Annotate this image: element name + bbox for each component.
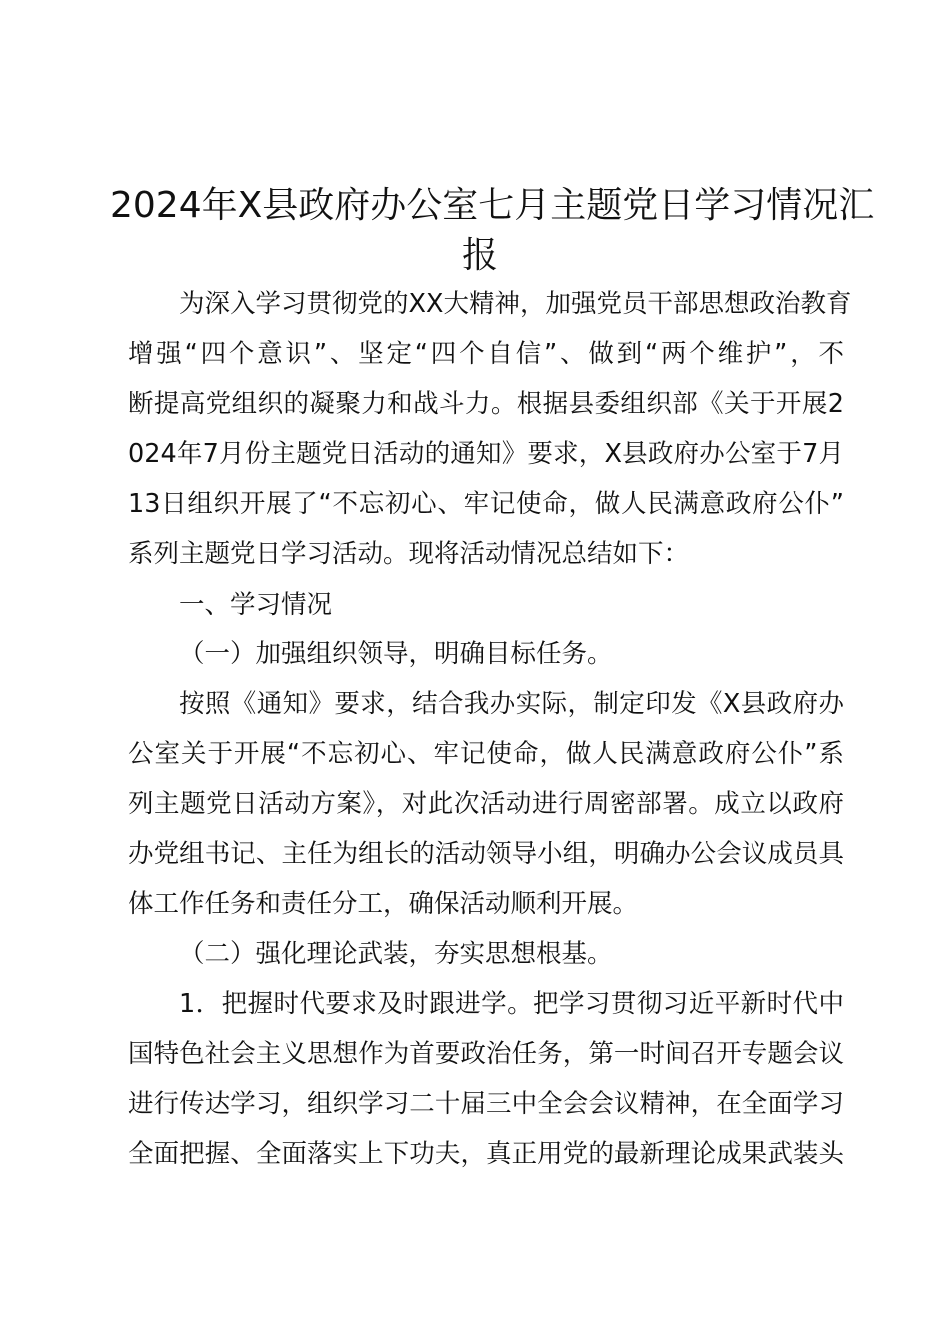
subsection-heading: （二）强化理论武装，夯实思想根基。 [179, 939, 613, 969]
paragraph-line: 增强“四个意识”、坚定“四个自信”、做到“两个维护”，不 [128, 339, 844, 369]
paragraph-line: 按照《通知》要求，结合我办实际，制定印发《X县政府办 [179, 689, 844, 719]
document-title-line-2: 报 [461, 235, 498, 276]
paragraph-line: 国特色社会主义思想作为首要政治任务，第一时间召开专题会议 [128, 1039, 844, 1069]
paragraph-line: 13日组织开展了“不忘初心、牢记使命，做人民满意政府公仆” [128, 489, 844, 519]
paragraph-line: 断提高党组织的凝聚力和战斗力。根据县委组织部《关于开展2 [128, 389, 844, 419]
paragraph-line: 体工作任务和责任分工，确保活动顺利开展。 [128, 889, 639, 919]
paragraph-line: 全面把握、全面落实上下功夫，真正用党的最新理论成果武装头 [128, 1139, 844, 1169]
subsection-heading: （一）加强组织领导，明确目标任务。 [179, 639, 613, 669]
paragraph-line: 公室关于开展“不忘初心、牢记使命，做人民满意政府公仆”系 [128, 739, 844, 769]
paragraph-line: 进行传达学习，组织学习二十届三中全会会议精神，在全面学习 [128, 1089, 844, 1119]
paragraph-line: 列主题党日活动方案》，对此次活动进行周密部署。成立以政府 [128, 789, 844, 819]
section-heading: 一、学习情况 [179, 590, 333, 620]
paragraph-line: 为深入学习贯彻党的XX大精神，加强党员干部思想政治教育 [179, 289, 852, 319]
paragraph-line: 系列主题党日学习活动。现将活动情况总结如下： [128, 539, 690, 569]
paragraph-line: 1．把握时代要求及时跟进学。把学习贯彻习近平新时代中 [179, 989, 844, 1019]
document-title-line-1: 2024年X县政府办公室七月主题党日学习情况汇 [110, 185, 875, 226]
paragraph-line: 办党组书记、主任为组长的活动领导小组，明确办公会议成员具 [128, 839, 844, 869]
paragraph-line: 024年7月份主题党日活动的通知》要求，X县政府办公室于7月 [128, 439, 844, 469]
